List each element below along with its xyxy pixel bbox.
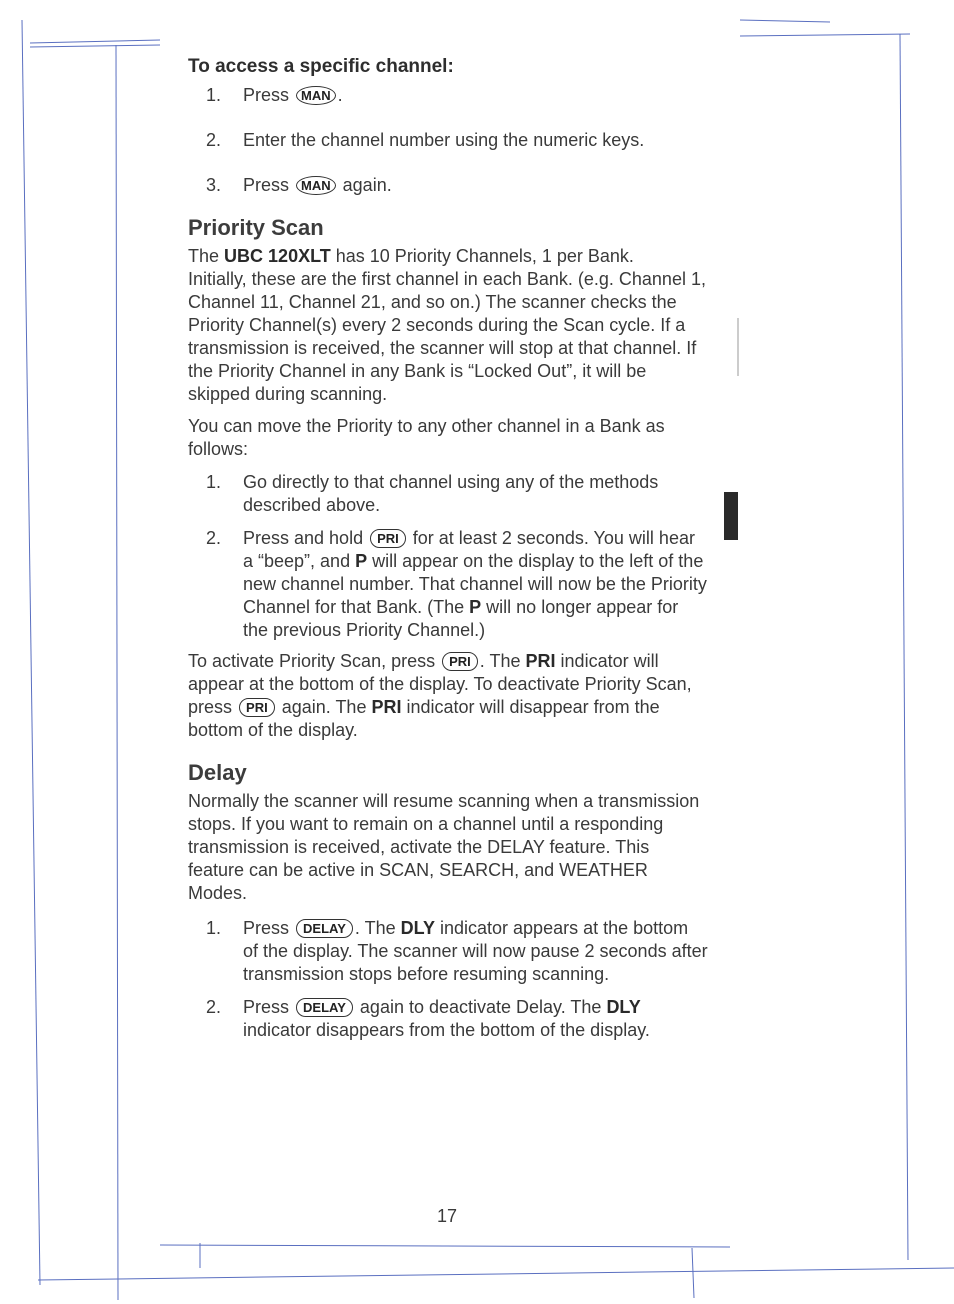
list-item: 1. Press DELAY . The DLY indicator appears at the bottom of the display. The scanner will now pause 2 seconds after transmission stops before resuming scanning.	[206, 918, 708, 984]
pri-key-icon: PRI	[239, 698, 275, 717]
list-item: 1. Press MAN .	[206, 85, 343, 105]
list-item: 2. Press and hold PRI for at least 2 seconds. You will hear a “beep”, and P will appear on the display to the left of the new channel number. That channel will now be the Priority Channel for that Bank. (The P will no longer appear for the previous Priority Channel.)	[206, 528, 707, 640]
access-steps	[188, 84, 708, 197]
delay-key-icon: DELAY	[296, 919, 353, 938]
pri-key-icon: PRI	[370, 529, 406, 548]
page-content	[188, 56, 708, 1042]
page-number: 17	[437, 1206, 458, 1226]
list-item: 2. Enter the channel number using the numeric keys.	[206, 130, 645, 150]
man-key-icon: MAN	[296, 86, 336, 105]
priority-paragraph: Initially, these are the first channel in each Bank. (e.g. Channel 1, Channel 11, Channel 21, and so on.) The scanner checks the Priority Channel(s) every 2 seconds during the Scan cycle. If a transmission is received, the scanner will stop at that channel. If the Priority Channel in any Bank is “Locked Out”, it will be skipped during scanning.	[188, 269, 706, 404]
list-item: 3. Press MAN again.	[206, 175, 392, 195]
priority-scan-heading: Priority Scan	[188, 215, 324, 240]
pri-key-icon: PRI	[442, 652, 478, 671]
delay-steps	[188, 917, 708, 1042]
model-name: UBC 120XLT	[224, 246, 331, 266]
man-key-icon: MAN	[296, 176, 336, 195]
delay-paragraph: Normally the scanner will resume scanning when a transmission stops. If you want to remain on a channel until a responding transmission is received, activate the DELAY feature. This feature can be active in SCAN, SEARCH, and WEATHER Modes.	[188, 791, 700, 903]
list-item: 2. Press DELAY again to deactivate Delay. The DLY indicator disappears from the bottom of the display.	[206, 997, 650, 1040]
access-channel-heading: To access a specific channel:	[188, 56, 454, 77]
priority-steps	[188, 471, 708, 642]
priority-move-paragraph: You can move the Priority to any other channel in a Bank as follows:	[188, 416, 665, 459]
list-item: 1. Go directly to that channel using any of the methods described above.	[206, 472, 659, 515]
delay-key-icon: DELAY	[296, 998, 353, 1017]
priority-activate-paragraph: To activate Priority Scan, press PRI . The PRI indicator will appear at the bottom of the display. To deactivate Priority Scan, press PRI again. The PRI indicator will disappear from the bottom of the display.	[188, 651, 692, 740]
priority-intro: The UBC 120XLT has 10 Priority Channels, 1 per Bank.	[188, 246, 634, 266]
delay-heading: Delay	[188, 760, 247, 785]
